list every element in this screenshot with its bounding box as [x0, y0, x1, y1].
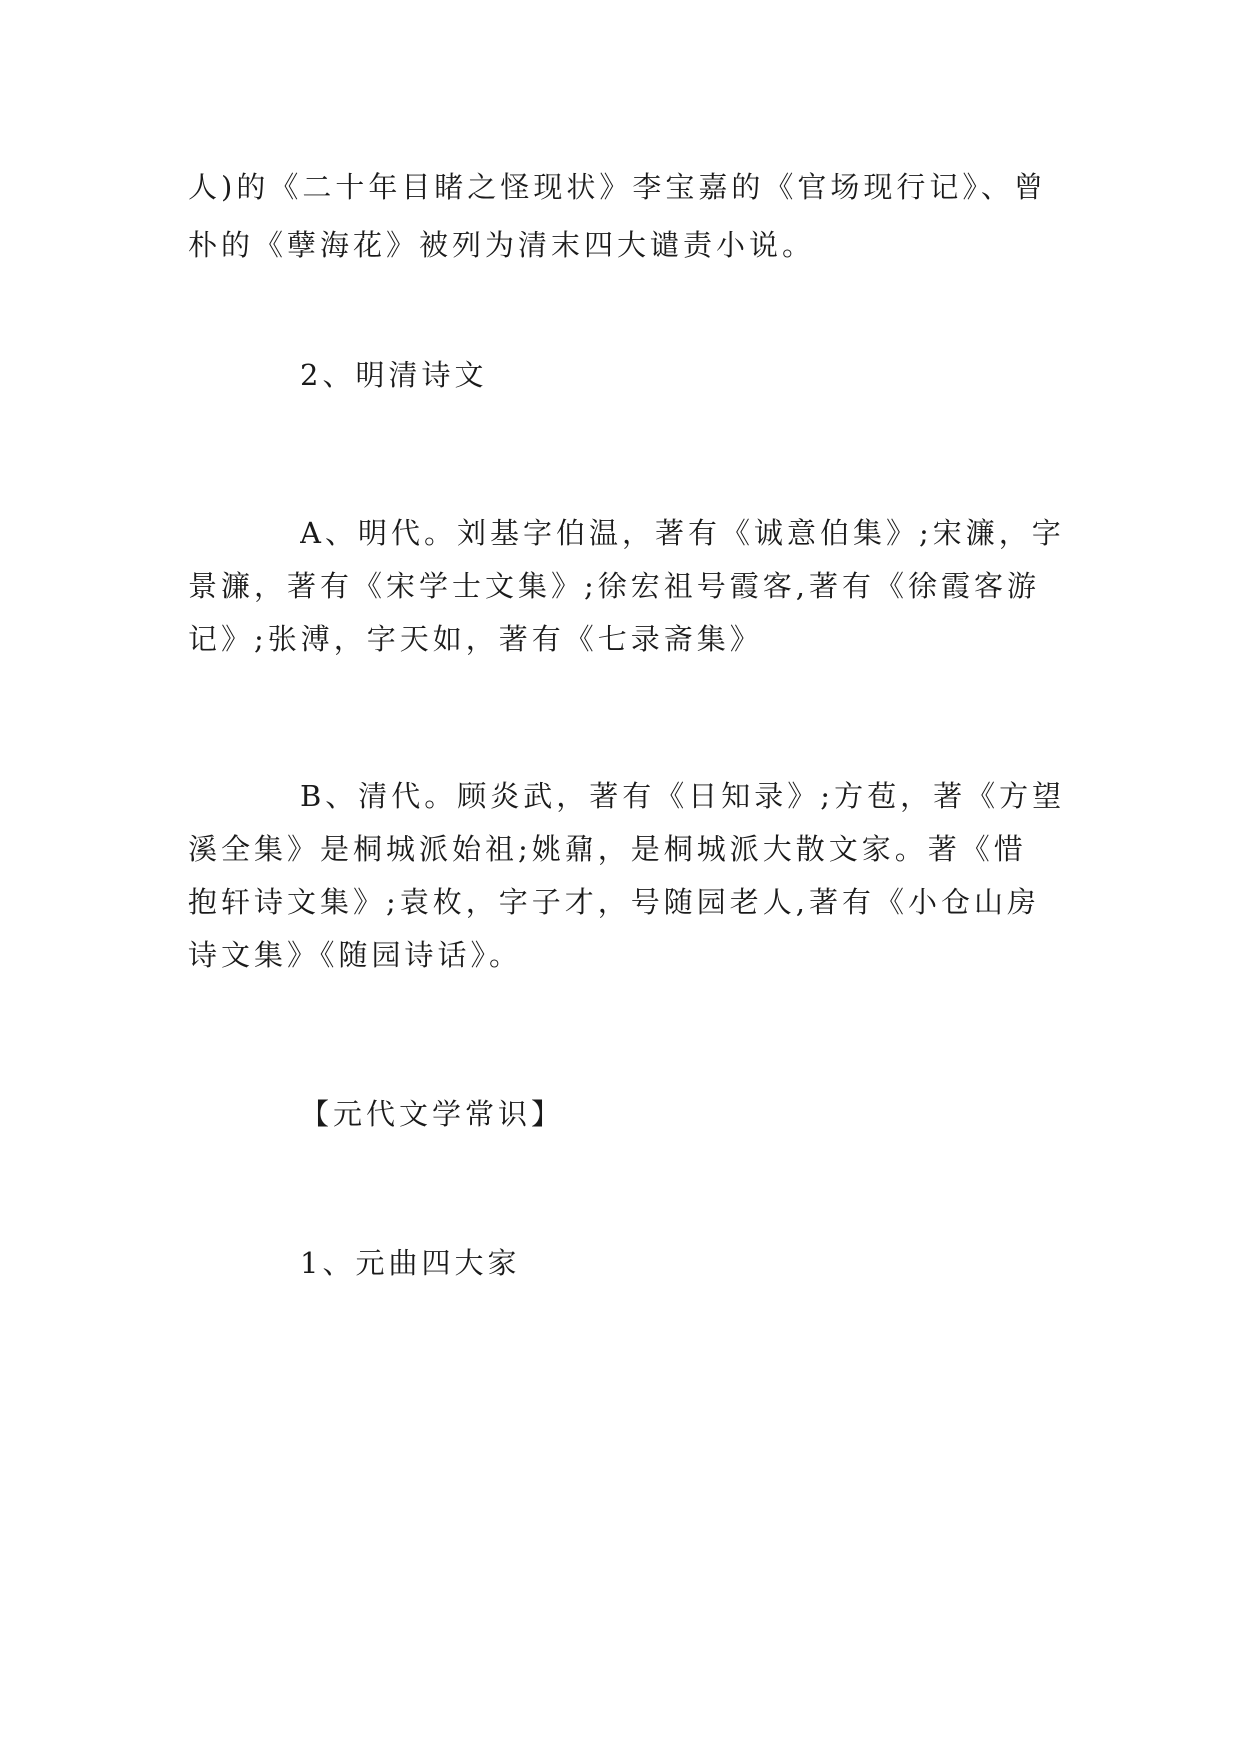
- paragraph-line: 抱轩诗文集》;袁枚，字子才，号随园老人,著有《小仓山房: [188, 885, 1040, 919]
- paragraph-line: 人)的《二十年目睹之怪现状》李宝嘉的《官场现行记》、曾: [188, 170, 1047, 204]
- paragraph-line: B、清代。顾炎武，著有《日知录》;方苞，著《方望: [300, 779, 1066, 813]
- section-heading-yuanqu: 1、元曲四大家: [300, 1246, 521, 1280]
- paragraph-line: 诗文集》《随园诗话》。: [188, 938, 523, 972]
- section-heading-ming-qing: 2、明清诗文: [300, 358, 488, 392]
- paragraph-line: 朴的《孽海花》被列为清末四大谴责小说。: [188, 228, 816, 262]
- paragraph-line: 景濂，著有《宋学士文集》;徐宏祖号霞客,著有《徐霞客游: [188, 569, 1040, 603]
- paragraph-line: A、明代。刘基字伯温，著有《诚意伯集》;宋濂，字: [300, 516, 1065, 550]
- paragraph-line: 记》;张溥，字天如，著有《七录斋集》: [188, 622, 763, 656]
- paragraph-line: 溪全集》是桐城派始祖;姚鼐，是桐城派大散文家。著《惜: [188, 832, 1027, 866]
- section-heading-yuan: 【元代文学常识】: [300, 1097, 565, 1131]
